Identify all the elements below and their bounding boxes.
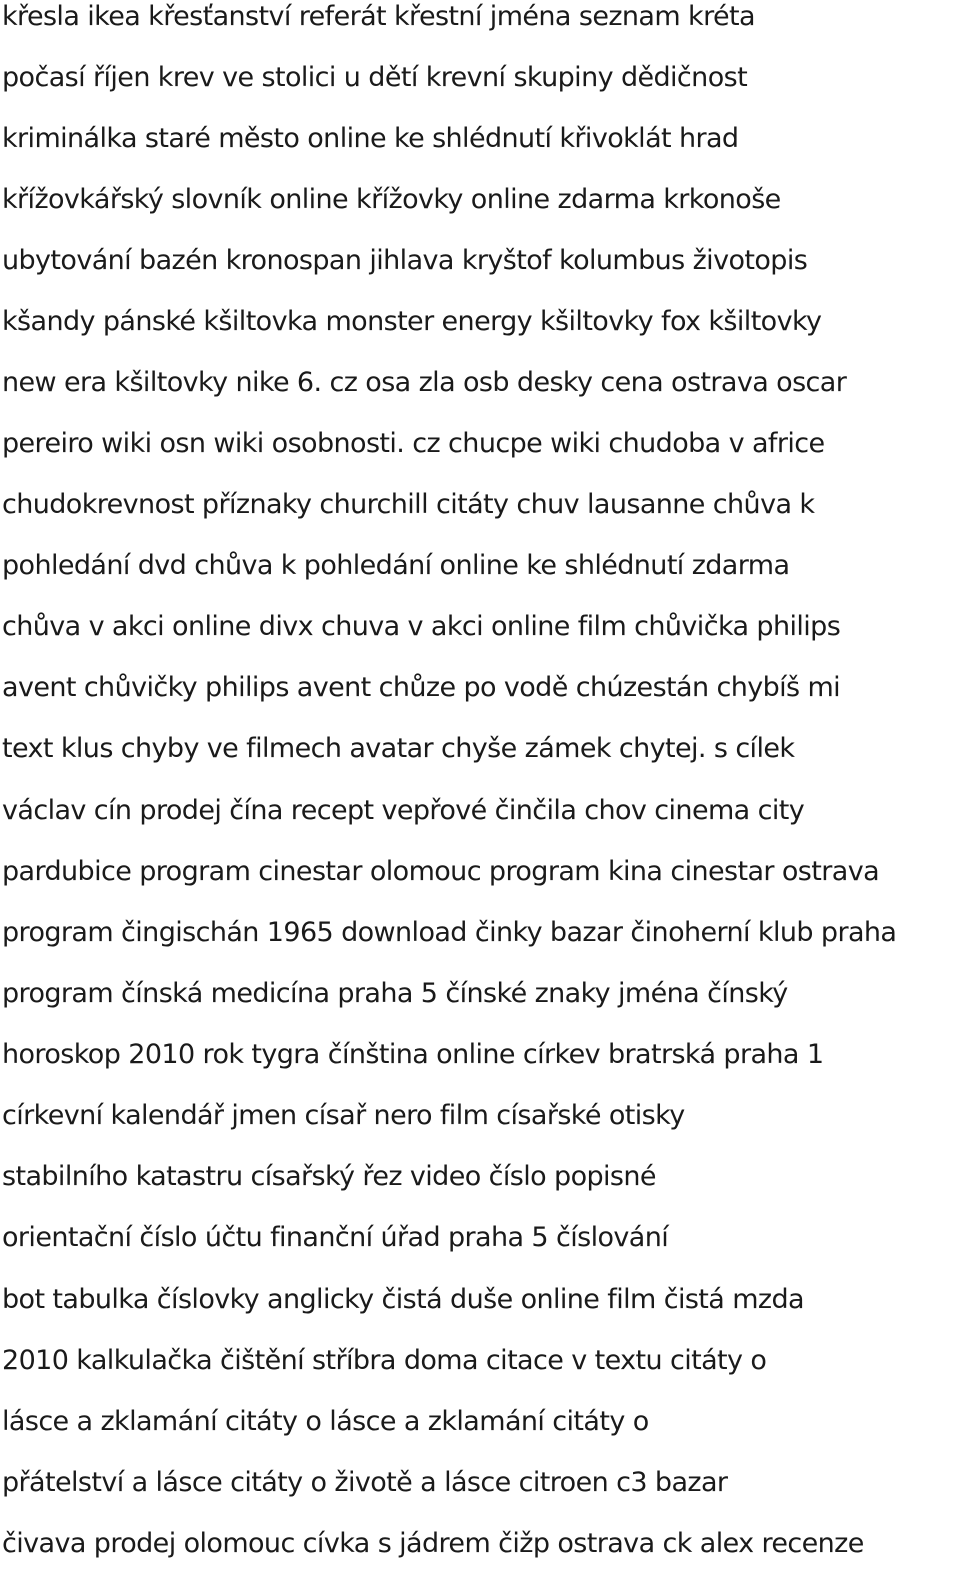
text-line: lásce a zklamání citáty o lásce a zklamání citáty o [2,1406,649,1437]
text-line: ubytování bazén kronospan jihlava kryštof kolumbus životopis [2,245,808,276]
text-line: avent chůvičky philips avent chůze po vodě chúzestán chybíš mi [2,672,841,703]
text-line: text klus chyby ve filmech avatar chyše zámek chytej. s cílek [2,733,795,764]
text-line: pohledání dvd chůva k pohledání online ke shlédnutí zdarma [2,550,790,581]
text-line: stabilního katastru císařský řez video číslo popisné [2,1161,656,1192]
text-line: kšandy pánské kšiltovka monster energy kšiltovky fox kšiltovky [2,306,822,337]
text-line: církevní kalendář jmen císař nero film císařské otisky [2,1100,685,1131]
text-line: 2010 kalkulačka čištění stříbra doma citace v textu citáty o [2,1345,767,1376]
text-line: program čingischán 1965 download činky bazar činoherní klub praha [2,917,897,948]
text-line: chudokrevnost příznaky churchill citáty chuv lausanne chůva k [2,489,815,520]
text-line: program čínská medicína praha 5 čínské znaky jména čínský [2,978,788,1009]
text-line: křesla ikea křesťanství referát křestní jména seznam kréta [2,1,755,32]
text-line: pereiro wiki osn wiki osobnosti. cz chucpe wiki chudoba v africe [2,428,825,459]
text-line: bot tabulka číslovky anglicky čistá duše online film čistá mzda [2,1284,804,1315]
text-line: křížovkářský slovník online křížovky online zdarma krkonoše [2,184,781,215]
text-line: václav cín prodej čína recept vepřové činčila chov cinema city [2,795,805,826]
text-line: horoskop 2010 rok tygra čínština online církev bratrská praha 1 [2,1039,824,1070]
text-line: kriminálka staré město online ke shlédnutí křivoklát hrad [2,123,739,154]
text-line: počasí říjen krev ve stolici u dětí krevní skupiny dědičnost [2,62,748,93]
text-line: pardubice program cinestar olomouc program kina cinestar ostrava [2,856,880,887]
text-line: chůva v akci online divx chuva v akci online film chůvička philips [2,611,841,642]
text-line: přátelství a lásce citáty o životě a lásce citroen c3 bazar [2,1467,728,1498]
text-line: čivava prodej olomouc cívka s jádrem čižp ostrava ck alex recenze [2,1528,864,1559]
text-line: new era kšiltovky nike 6. cz osa zla osb desky cena ostrava oscar [2,367,847,398]
text-line: orientační číslo účtu finanční úřad praha 5 číslování [2,1222,669,1253]
